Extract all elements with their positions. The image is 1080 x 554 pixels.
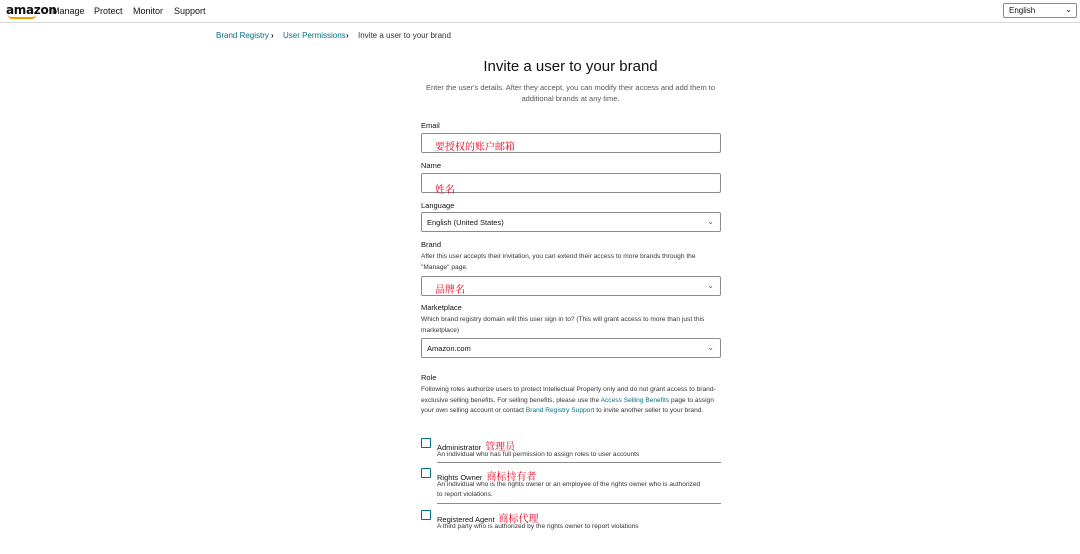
rights-owner-checkbox[interactable] bbox=[421, 468, 431, 478]
role-label: Role bbox=[421, 373, 437, 382]
breadcrumb-brand-registry[interactable]: Brand Registry bbox=[216, 31, 269, 40]
role-option-name: Administrator bbox=[437, 443, 482, 452]
brand-registry-support-link[interactable]: Brand Registry Support bbox=[525, 407, 595, 414]
nav-manage-link[interactable]: Manage bbox=[52, 6, 85, 16]
email-field[interactable] bbox=[421, 133, 721, 153]
chevron-down-icon: ⌄ bbox=[707, 343, 714, 352]
role-option-name: Registered Agent bbox=[437, 515, 495, 524]
role-option-annotation: 商标代理 bbox=[498, 514, 539, 525]
email-field-value: 要授权的账户邮箱 bbox=[435, 142, 515, 153]
chevron-down-icon: ⌄ bbox=[707, 217, 714, 226]
role-help-text-part: page to assign your own selling account or contact bbox=[421, 396, 714, 414]
breadcrumb-user-permissions[interactable]: User Permissions bbox=[283, 31, 346, 40]
language-label: Language bbox=[421, 201, 455, 210]
amazon-logo[interactable]: amazon bbox=[6, 3, 57, 17]
registered-agent-checkbox[interactable] bbox=[421, 510, 431, 520]
brand-select[interactable] bbox=[421, 276, 721, 296]
name-field[interactable] bbox=[421, 173, 721, 196]
amazon-smile-icon bbox=[8, 15, 36, 19]
brand-label: Brand bbox=[421, 240, 442, 249]
role-help-text bbox=[421, 385, 721, 417]
marketplace-label: Marketplace bbox=[421, 303, 462, 312]
role-help-text-part: to invite another seller to your brand. bbox=[594, 407, 704, 414]
role-help-text-part: Following roles authorize users to protect Intellectual Property only and do not grant access to brand-exclusive selling benefits. For selling benefits, please use the bbox=[421, 386, 716, 404]
name-label: Name bbox=[421, 161, 442, 170]
chevron-down-icon: ⌄ bbox=[707, 281, 714, 290]
marketplace-help-text: Which brand registry domain will this user sign in to? (This will grant access to more than just this marketplace) bbox=[421, 316, 705, 334]
marketplace-select-value: Amazon.com bbox=[427, 344, 471, 353]
divider bbox=[437, 503, 721, 504]
role-option-description: An individual who has full permission to assign roles to user accounts bbox=[437, 451, 640, 458]
breadcrumb-separator-icon: › bbox=[346, 31, 349, 40]
chevron-down-icon: ⌄ bbox=[1065, 5, 1072, 14]
top-navigation-bar bbox=[0, 0, 1080, 23]
language-select-value: English (United States) bbox=[427, 218, 504, 227]
language-selector[interactable] bbox=[1003, 3, 1077, 18]
page-title: Invite a user to your brand bbox=[483, 58, 658, 75]
breadcrumb-current: Invite a user to your brand bbox=[358, 31, 451, 40]
nav-monitor-link[interactable]: Monitor bbox=[133, 6, 164, 16]
role-option-annotation: 管理员 bbox=[485, 442, 516, 453]
breadcrumb-separator-icon: › bbox=[271, 31, 274, 40]
access-selling-benefits-link[interactable]: Access Selling Benefits bbox=[600, 396, 670, 404]
role-option-name: Rights Owner bbox=[437, 473, 483, 482]
role-option-description: A third party who is authorized by the rights owner to report violations bbox=[437, 523, 639, 530]
email-label: Email bbox=[421, 121, 440, 130]
divider bbox=[437, 462, 721, 463]
nav-protect-link[interactable]: Protect bbox=[94, 6, 123, 16]
name-field-value: 姓名 bbox=[435, 185, 455, 196]
language-selector-value: English bbox=[1009, 6, 1036, 15]
page-subtitle: Enter the user's details. After they accept, you can modify their access and add them to additional brands at any time. bbox=[425, 83, 716, 103]
brand-help-text: After this user accepts their invitation, you can extend their access to more brands through the "Manage" page. bbox=[421, 253, 696, 271]
brand-select-value: 品牌名 bbox=[435, 285, 465, 296]
role-option-description: An individual who is the rights owner or an employee of the rights owner who is authorized to report violations. bbox=[437, 481, 701, 498]
language-select[interactable] bbox=[421, 212, 721, 232]
marketplace-select[interactable] bbox=[421, 338, 721, 358]
nav-support-link[interactable]: Support bbox=[174, 6, 206, 16]
administrator-checkbox[interactable] bbox=[421, 438, 431, 448]
role-option-annotation: 商标持有者 bbox=[486, 472, 537, 483]
